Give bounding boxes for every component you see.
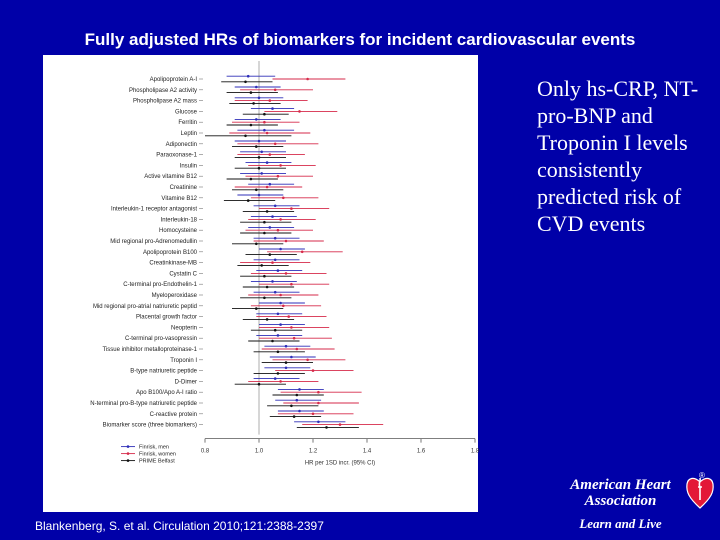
hr-point-prime	[277, 351, 280, 354]
hr-point-men	[260, 151, 263, 154]
row-label: Neopterin	[170, 325, 197, 332]
hr-point-women	[293, 337, 296, 340]
side-text: Only hs-CRP, NT-pro-BNP and Troponin I levels consistently predicted risk of CVD events	[537, 76, 699, 236]
hr-point-men	[260, 172, 263, 175]
hr-point-men	[274, 259, 277, 262]
hr-point-prime	[296, 394, 299, 397]
hr-point-prime	[266, 286, 269, 289]
hr-point-men	[269, 183, 272, 186]
hr-point-prime	[255, 243, 258, 246]
hr-point-men	[279, 302, 282, 305]
hr-point-men	[271, 107, 274, 110]
logo-name-line1: American Heart	[570, 477, 671, 493]
hr-point-women	[279, 164, 282, 167]
hr-point-women	[266, 186, 269, 189]
hr-point-men	[269, 226, 272, 229]
hr-point-men	[266, 161, 269, 164]
hr-point-men	[255, 86, 258, 89]
forest-plot	[43, 55, 478, 512]
hr-point-women	[339, 423, 342, 426]
hr-point-women	[269, 99, 272, 102]
hr-point-women	[317, 391, 320, 394]
hr-point-men	[258, 97, 261, 100]
row-label: B-type natriuretic peptide	[130, 368, 197, 375]
hr-point-men	[274, 291, 277, 294]
row-label: Placental growth factor	[135, 314, 197, 321]
x-tick-label: 1.8	[470, 448, 480, 455]
hr-point-men	[317, 421, 320, 424]
row-label: Homocysteine	[158, 228, 197, 235]
hr-point-men	[271, 280, 274, 283]
hr-point-men	[290, 356, 293, 359]
hr-point-men	[263, 129, 266, 132]
legend-anchor	[118, 459, 119, 460]
legend-label: PRIME Belfast	[139, 458, 175, 465]
row-label: C-reactive protein	[149, 411, 197, 418]
hr-point-women	[285, 272, 288, 275]
hr-point-prime	[250, 91, 253, 94]
hr-point-women	[306, 78, 309, 81]
hr-point-men	[285, 367, 288, 370]
hr-point-women	[290, 283, 293, 286]
hr-point-women	[274, 143, 277, 146]
hr-point-men	[277, 313, 280, 316]
hr-point-women	[282, 197, 285, 200]
hr-point-prime	[255, 307, 258, 310]
hr-point-men	[296, 399, 299, 402]
logo-registered-mark: ®	[699, 471, 705, 480]
hr-point-women	[279, 294, 282, 297]
row-label: Apolipoprotein B100	[142, 249, 197, 256]
logo-name-line2: Association	[584, 493, 657, 509]
legend-marker-women	[127, 452, 130, 455]
hr-point-women	[312, 413, 315, 416]
hr-point-prime	[255, 189, 258, 192]
aha-logo	[553, 468, 718, 540]
hr-point-prime	[244, 81, 247, 84]
hr-point-men	[258, 140, 261, 143]
hr-point-women	[269, 153, 272, 156]
row-label: Myeloperoxidase	[151, 293, 197, 299]
hr-point-women	[282, 305, 285, 308]
hr-point-men	[274, 377, 277, 380]
hr-point-prime	[266, 210, 269, 213]
hr-point-prime	[250, 178, 253, 181]
hr-point-prime	[263, 297, 266, 300]
x-tick-label: 0.8	[200, 448, 210, 455]
row-label: Vitamine B12	[161, 195, 197, 202]
hr-point-women	[279, 380, 282, 383]
hr-point-women	[277, 175, 280, 178]
row-label: Biomarker score (three biomarkers)	[102, 422, 197, 429]
hr-point-women	[271, 261, 274, 264]
x-tick-label: 1.2	[308, 448, 318, 455]
hr-point-prime	[274, 329, 277, 332]
citation: Blankenberg, S. et al. Circulation 2010;121:2388-2397	[35, 519, 324, 533]
hr-point-men	[277, 334, 280, 337]
x-tick-label: 1.6	[416, 448, 426, 455]
row-label: Apolipoprotein A-I	[149, 77, 197, 83]
row-label: D-Dimer	[174, 379, 197, 386]
logo-name	[553, 477, 688, 509]
hr-point-men	[298, 388, 301, 391]
x-axis-label: HR per 1SD incr. (95% CI)	[304, 460, 376, 467]
hr-point-men	[285, 345, 288, 348]
row-label: Active vitamine B12	[144, 174, 197, 181]
hr-point-women	[290, 207, 293, 210]
row-label: Paraoxonase-1	[156, 152, 197, 159]
hr-point-prime	[260, 264, 263, 267]
hr-point-women	[290, 326, 293, 329]
legend-marker-men	[127, 445, 130, 448]
hr-point-women	[312, 369, 315, 372]
hr-point-prime	[255, 145, 258, 148]
hr-point-men	[255, 118, 258, 121]
hr-point-women	[277, 229, 280, 232]
row-label: Insulin	[179, 163, 197, 170]
hr-point-prime	[285, 361, 288, 364]
legend-anchor	[118, 445, 119, 446]
hr-point-women	[317, 402, 320, 405]
hr-point-men	[279, 323, 282, 326]
hr-point-prime	[290, 405, 293, 408]
row-label: Cystatin C	[169, 271, 197, 278]
row-label: Leptin	[180, 131, 197, 137]
row-label: Creatinine	[169, 185, 197, 191]
forest-plot-panel	[43, 55, 478, 512]
hr-point-prime	[269, 253, 272, 256]
hr-point-prime	[258, 156, 261, 159]
hr-point-men	[279, 248, 282, 251]
row-label: Mid regional pro-atrial natriuretic peptid	[92, 303, 197, 310]
hr-point-women	[285, 240, 288, 243]
row-label: Ferritin	[178, 120, 197, 127]
logo-tagline: Learn and Live	[579, 516, 662, 531]
row-label: Apo B100/Apo A-I ratio	[135, 390, 197, 397]
legend-marker-prime	[127, 459, 130, 462]
hr-point-prime	[263, 113, 266, 116]
row-label: N-terminal pro-B-type natriuretic peptide	[90, 401, 197, 407]
row-label: Interleukin-1 receptor antagonist	[110, 206, 197, 213]
row-label: Glucose	[174, 109, 197, 116]
hr-point-prime	[247, 199, 250, 202]
legend-anchor	[118, 452, 119, 453]
hr-point-prime	[263, 221, 266, 224]
heart-torch-icon	[685, 470, 715, 510]
hr-point-men	[271, 215, 274, 218]
hr-point-prime	[244, 135, 247, 138]
hr-point-women	[263, 121, 266, 124]
row-label: C-terminal pro-Endothelin-1	[123, 282, 197, 289]
hr-point-prime	[250, 124, 253, 127]
row-label: Tissue inhibitor metalloproteinase-1	[102, 347, 197, 353]
row-label: Mid regional pro-Adrenomedullin	[110, 239, 197, 245]
hr-point-women	[298, 110, 301, 113]
hr-point-men	[247, 75, 250, 78]
x-tick-label: 1.4	[362, 448, 372, 455]
x-tick-label: 1.0	[254, 448, 264, 455]
hr-point-prime	[252, 102, 255, 105]
hr-point-prime	[258, 383, 261, 386]
hr-point-prime	[277, 372, 280, 375]
hr-point-women	[306, 359, 309, 362]
hr-point-men	[274, 237, 277, 240]
hr-point-prime	[266, 318, 269, 321]
hr-point-prime	[271, 340, 274, 343]
hr-point-women	[274, 89, 277, 92]
hr-point-men	[298, 410, 301, 413]
hr-point-prime	[258, 167, 261, 170]
hr-point-women	[266, 132, 269, 135]
row-label: Phospholipase A2 activity	[128, 87, 197, 94]
row-label: Interleukin-18	[160, 217, 197, 224]
hr-point-men	[258, 194, 261, 197]
hr-point-women	[287, 315, 290, 318]
row-label: C-terminal pro-vasopressin	[124, 336, 197, 343]
legend-label: Finrisk, women	[139, 451, 176, 458]
row-label: Adiponectin	[165, 141, 197, 148]
slide-title: Fully adjusted HRs of biomarkers for incident cardiovascular events	[84, 30, 636, 49]
hr-point-prime	[293, 415, 296, 418]
row-label: Phospholipase A2 mass	[132, 98, 197, 105]
hr-point-women	[296, 348, 299, 351]
hr-point-women	[301, 251, 304, 254]
hr-point-prime	[263, 275, 266, 278]
row-label: Creatinkinase-MB	[149, 260, 197, 267]
row-label: Troponin I	[170, 357, 197, 364]
hr-point-prime	[263, 232, 266, 235]
legend-label: Finrisk, men	[139, 444, 169, 451]
hr-point-women	[279, 218, 282, 221]
hr-point-men	[277, 269, 280, 272]
hr-point-men	[274, 205, 277, 208]
hr-point-prime	[325, 426, 328, 429]
